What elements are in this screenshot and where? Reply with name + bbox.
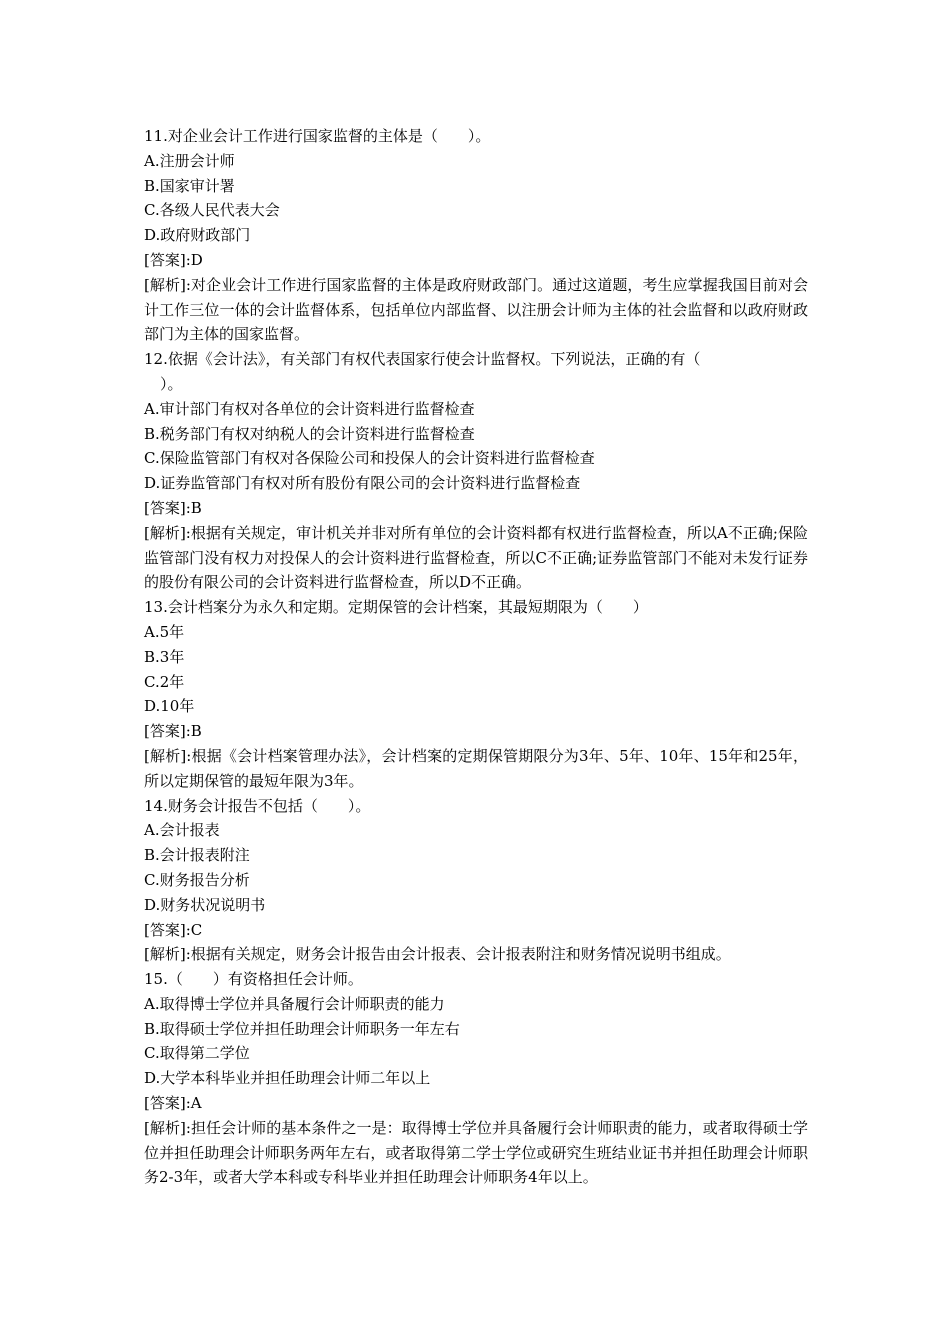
option-a: A.审计部门有权对各单位的会计资料进行监督检查 [144, 399, 475, 418]
option-a: A.会计报表 [144, 821, 220, 840]
analysis: [解析]:担任会计师的基本条件之一是：取得博士学位并具备履行会计师职责的能力，或者取得硕士学位并担任助理会计师职务两年左右，或者取得第二学士学位或研究生班结业证书并担任助理会计师职务2-3年，或者大学本科或专科毕业并担任助理会计师职务4年以上。 [144, 1118, 808, 1187]
option-d: D.10年 [144, 697, 195, 716]
option-d: D.证券监管部门有权对所有股份有限公司的会计资料进行监督检查 [144, 474, 581, 493]
option-c: C.取得第二学位 [144, 1044, 250, 1063]
question-15 [144, 967, 808, 1190]
option-b: B.3年 [144, 647, 185, 666]
answer: [答案]:D [144, 250, 203, 269]
option-c: C.保险监管部门有权对各保险公司和投保人的会计资料进行监督检查 [144, 449, 595, 468]
document-page [144, 124, 808, 1190]
option-a: A.5年 [144, 622, 185, 641]
answer: [答案]:B [144, 498, 202, 517]
question-stem: 12.依据《会计法》，有关部门有权代表国家行使会计监督权。下列说法，正确的有（ [144, 350, 701, 369]
option-d: D.政府财政部门 [144, 226, 251, 245]
question-stem: 13.会计档案分为永久和定期。定期保管的会计档案，其最短期限为（ ） [144, 598, 648, 617]
analysis: [解析]:对企业会计工作进行国家监督的主体是政府财政部门。通过这道题，考生应掌握我国目前对会计工作三位一体的会计监督体系，包括单位内部监督、以注册会计师为主体的社会监督和以政府财政部门为主体的国家监督。 [144, 275, 808, 344]
question-stem: 14.财务会计报告不包括（ ）。 [144, 796, 371, 815]
option-c: C.2年 [144, 672, 185, 691]
question-11 [144, 124, 808, 347]
option-b: B.取得硕士学位并担任助理会计师职务一年左右 [144, 1019, 460, 1038]
option-d: D.财务状况说明书 [144, 895, 266, 914]
question-13 [144, 595, 808, 793]
option-c: C.各级人民代表大会 [144, 201, 280, 220]
answer: [答案]:A [144, 1094, 202, 1113]
analysis: [解析]:根据有关规定，审计机关并非对所有单位的会计资料都有权进行监督检查，所以A不正确;保险监管部门没有权力对投保人的会计资料进行监督检查，所以C不正确;证券监管部门不能对未发行证券的股份有限公司的会计资料进行监督检查，所以D不正确。 [144, 523, 808, 592]
question-14 [144, 794, 808, 968]
question-12 [144, 347, 808, 595]
question-stem-continuation: ）。 [160, 374, 183, 393]
question-stem: 15.（ ）有资格担任会计师。 [144, 970, 363, 989]
option-a: A.取得博士学位并具备履行会计师职责的能力 [144, 994, 445, 1013]
option-c: C.财务报告分析 [144, 870, 250, 889]
option-a: A.注册会计师 [144, 151, 235, 170]
answer: [答案]:B [144, 722, 202, 741]
question-stem: 11.对企业会计工作进行国家监督的主体是（ ）。 [144, 127, 491, 145]
answer: [答案]:C [144, 920, 203, 939]
analysis: [解析]:根据《会计档案管理办法》，会计档案的定期保管期限分为3年、5年、10年、15年和25年，所以定期保管的最短年限为3年。 [144, 746, 808, 790]
option-b: B.会计报表附注 [144, 846, 250, 865]
option-b: B.税务部门有权对纳税人的会计资料进行监督检查 [144, 424, 475, 443]
analysis: [解析]:根据有关规定，财务会计报告由会计报表、会计报表附注和财务情况说明书组成。 [144, 945, 731, 964]
option-b: B.国家审计署 [144, 176, 235, 195]
option-d: D.大学本科毕业并担任助理会计师二年以上 [144, 1069, 431, 1088]
